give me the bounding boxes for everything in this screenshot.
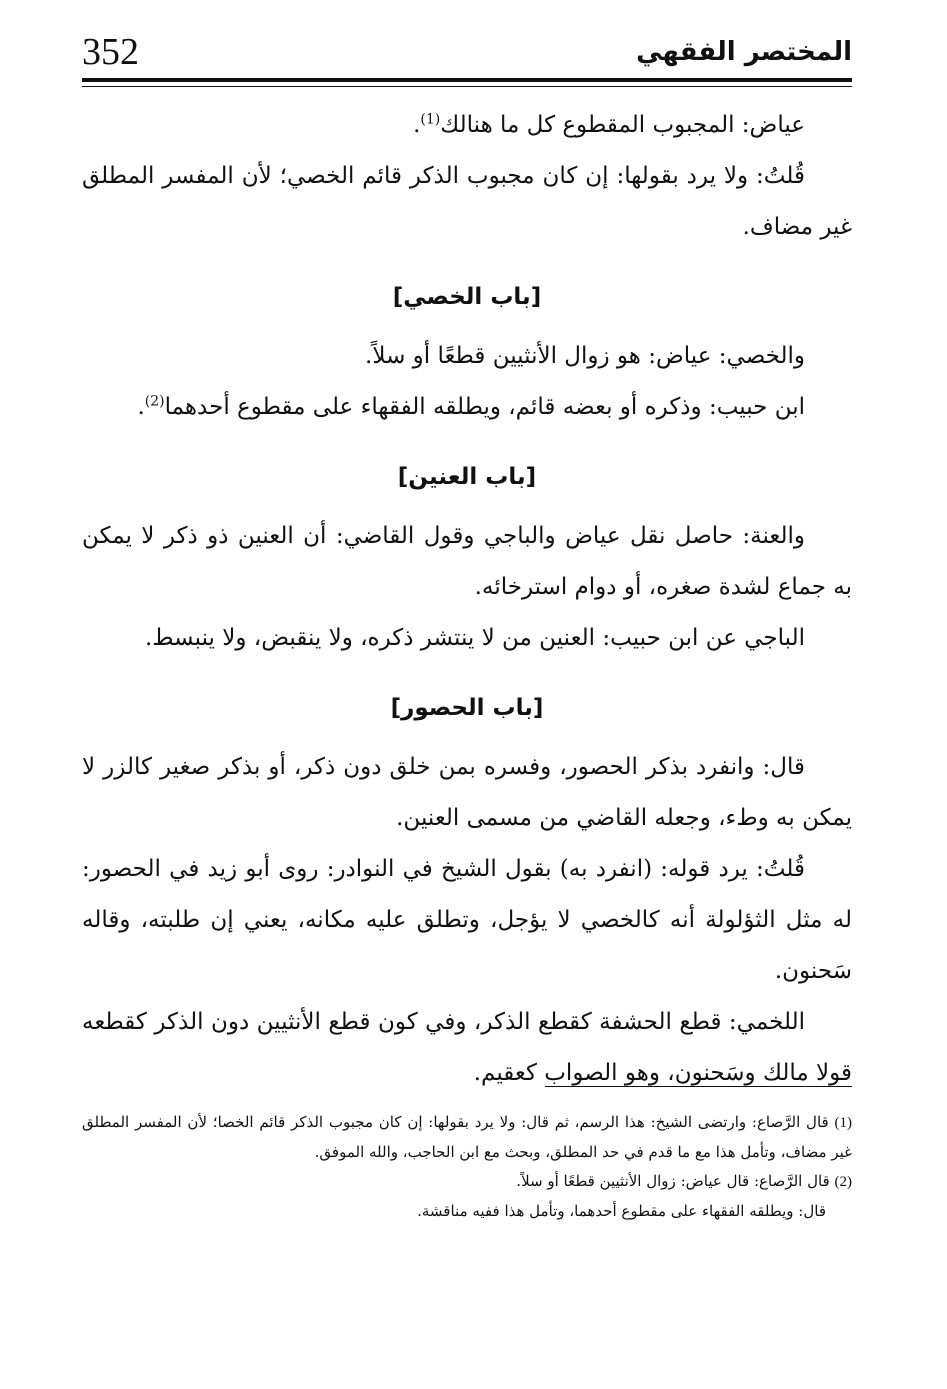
page-number: 352 <box>82 31 139 73</box>
header-rule-thin <box>82 86 852 87</box>
section-heading-hasur: [باب الحصور] <box>390 695 544 721</box>
main-text <box>82 100 852 1099</box>
footnote-2: (2) قال الرَّصاع: قال عياض: زوال الأنثيين قطعًا أو سلاً. <box>516 1172 852 1190</box>
paragraph-ayad-majboob: عياض: المجبوب المقطوع كل ما هنالك$^{(1)}$. <box>413 111 805 138</box>
header-rule <box>82 78 852 82</box>
footnote-ref-1[interactable]: (1) <box>420 111 441 128</box>
footnotes <box>82 1108 852 1226</box>
page-header <box>82 28 852 78</box>
paragraph-hasur-definition: قال: وانفرد بذكر الحصور، وفسره بمن خلق دون ذكر، أو بذكر صغير كالزر لا يمكن به وطء، وجعله القاضي من مسمى العنين. <box>82 754 852 831</box>
footnote-2-number: (2) <box>834 1174 852 1190</box>
footnote-1-number: (1) <box>834 1115 852 1131</box>
footnote-2-continuation: قال: ويطلقه الفقهاء على مقطوع أحدهما، وتأمل هذا ففيه مناقشة. <box>417 1202 826 1220</box>
paragraph-lakhmi: اللخمي: قطع الحشفة كقطع الذكر، وفي كون قطع الأنثيين دون الذكر كقطعه قولا مالك وسَحنون، وهو الصواب كعقيم. <box>82 1009 852 1086</box>
paragraph-qultu-2: قُلتُ: يرد قوله: (انفرد به) بقول الشيخ في النوادر: روى أبو زيد في الحصور: له مثل الثؤلولة أنه كالخصي لا يؤجل، وتطلق عليه مكانه، يعني إن طلبته، وقاله سَحنون. <box>82 856 852 984</box>
footnote-1: (1) قال الرَّصاع: وارتضى الشيخ: هذا الرسم، ثم قال: ولا يرد بقولها: إن كان مجبوب الذكر قائم الخصا؛ لأن المفسر المطلق غير مضاف، وتأمل هذا مع ما قدم في حد المطلق، وبحث مع ابن الحاجب، والله الموفق. <box>82 1113 852 1161</box>
paragraph-khasi-definition: والخصي: عياض: هو زوال الأنثيين قطعًا أو سلاً. <box>365 343 805 369</box>
running-title: المختصر الفقهي <box>636 37 852 67</box>
paragraph-unna-definition: والعنة: حاصل نقل عياض والباجي وقول القاضي: أن العنين ذو ذكر لا يمكن به جماع لشدة صغره، أو دوام استرخائه. <box>82 523 852 600</box>
footnote-separator <box>545 1086 852 1087</box>
section-heading-khasi: [باب الخصي] <box>392 284 542 310</box>
paragraph-qultu-1: قُلتُ: ولا يرد بقولها: إن كان مجبوب الذكر قائم الخصي؛ لأن المفسر المطلق غير مضاف. <box>82 163 852 240</box>
footnote-ref-2[interactable]: (2) <box>144 393 165 410</box>
section-heading-anin: [باب العنين] <box>397 464 537 490</box>
paragraph-baji: الباجي عن ابن حبيب: العنين من لا ينتشر ذكره، ولا ينقبض، ولا ينبسط. <box>144 625 805 651</box>
paragraph-ibn-habib: ابن حبيب: وذكره أو بعضه قائم، ويطلقه الفقهاء على مقطوع أحدهما$^{(2)}$. <box>137 393 805 420</box>
